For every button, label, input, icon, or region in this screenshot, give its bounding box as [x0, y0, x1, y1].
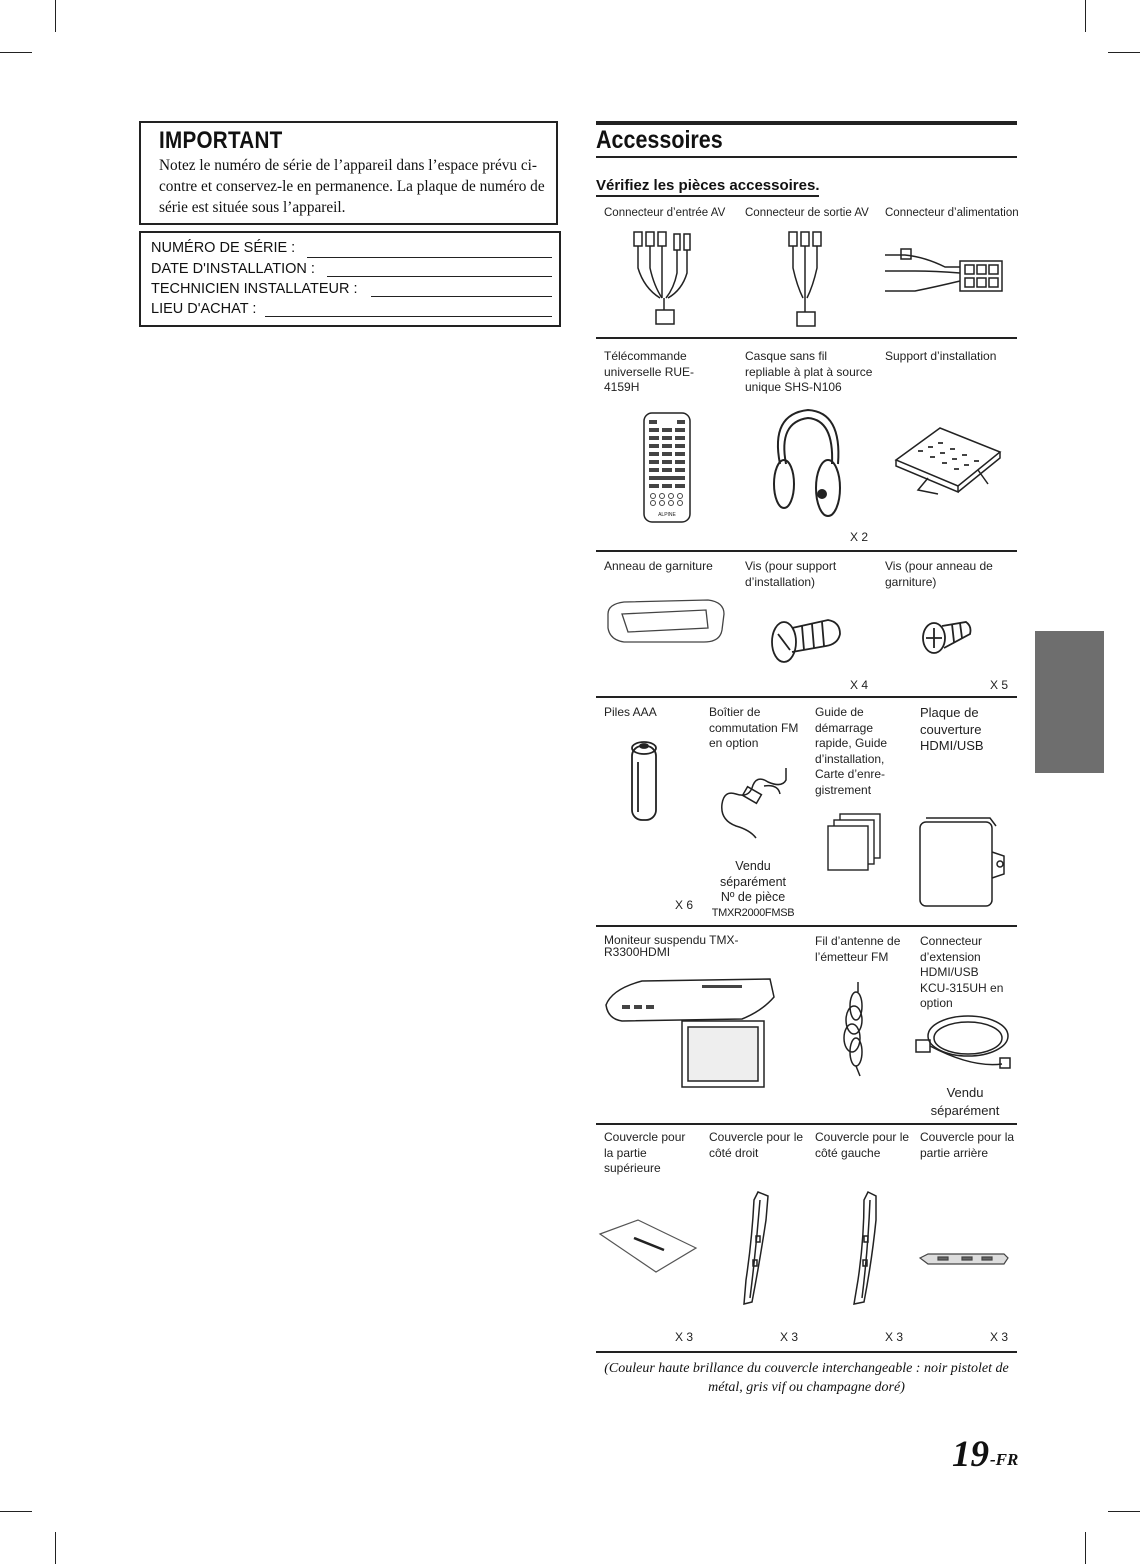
important-text: Notez le numéro de série de l’appareil dans l’espace prévu ci-contre et conservez-le en permanence. La plaque de numéro de série est située sous l’appareil. — [159, 157, 545, 216]
monitor-illustration — [602, 975, 778, 1089]
serial-label: NUMÉRO DE SÉRIE : — [151, 240, 296, 256]
fm-sold-separately: Vendu séparément — [719, 859, 786, 889]
cover-left-illustration — [846, 1190, 886, 1308]
label-cover-right: Couvercle pour le côté droit — [709, 1130, 804, 1160]
batteries-quantity: X 6 — [675, 898, 694, 912]
important-box — [139, 121, 558, 225]
label-cover-rear: Couvercle pour la partie arrière — [920, 1130, 1015, 1160]
av-out-connector-illustration — [783, 228, 833, 328]
label-headphones: Casque sans fil repliable à plat à source unique SHS-N106 — [745, 349, 873, 394]
chapter-tab — [1035, 631, 1104, 773]
label-screw-ring: Vis (pour anneau de garniture) — [885, 559, 993, 589]
crop-mark — [1108, 52, 1140, 53]
crop-mark — [1085, 1532, 1086, 1564]
cover-left-quantity: X 3 — [885, 1330, 904, 1344]
battery-illustration — [626, 738, 662, 824]
extension-cable-illustration — [912, 1010, 1012, 1074]
ring-screw-quantity: X 5 — [990, 678, 1009, 692]
crop-mark — [0, 1511, 32, 1512]
row-separator — [596, 1351, 1017, 1353]
fm-box-illustration — [716, 764, 800, 844]
bracket-illustration — [888, 424, 1006, 496]
cover-top-quantity: X 3 — [675, 1330, 694, 1344]
cover-plate-illustration — [914, 812, 1010, 914]
label-cover-left: Couvercle pour le côté gauche — [815, 1130, 910, 1160]
technician-label: TECHNICIEN INSTALLATEUR : — [151, 281, 358, 297]
cover-top-illustration — [598, 1218, 698, 1274]
remote-control-illustration — [643, 412, 693, 524]
label-cover-plate: Plaque de couverture HDMI/USB — [920, 705, 984, 753]
page-number: 19 — [952, 1434, 989, 1475]
row-separator — [596, 550, 1017, 552]
section-rule — [596, 156, 1017, 158]
remote-brand: ALPINE — [658, 512, 676, 518]
power-connector-illustration — [885, 243, 1010, 298]
row-separator — [596, 337, 1017, 339]
crop-mark — [1085, 0, 1086, 32]
row-separator — [596, 925, 1017, 927]
cover-rear-quantity: X 3 — [990, 1330, 1009, 1344]
label-antenna: Fil d’antenne de l’émetteur FM — [815, 934, 901, 964]
label-power: Connecteur d’alimentation — [885, 207, 1019, 219]
accessories-title: Accessoires — [596, 126, 723, 154]
bracket-screw-quantity: X 4 — [850, 678, 869, 692]
install-date-label: DATE D'INSTALLATION : — [151, 261, 315, 277]
cover-rear-illustration — [918, 1250, 1010, 1268]
technician-field[interactable] — [371, 296, 552, 297]
antenna-illustration — [830, 980, 880, 1078]
cover-right-illustration — [738, 1190, 778, 1308]
headphones-illustration — [760, 404, 850, 522]
extension-sold-separately: Vendu séparément — [930, 1085, 1000, 1118]
label-screw-bracket: Vis (pour support d’installation) — [745, 559, 837, 589]
cover-right-quantity: X 3 — [780, 1330, 799, 1344]
ring-screw-illustration — [920, 614, 974, 656]
bracket-screw-illustration — [768, 612, 844, 664]
crop-mark — [55, 1532, 56, 1564]
headphones-quantity: X 2 — [850, 530, 869, 544]
label-extension: Connecteur d’extension HDMI/USB KCU-315UH en option — [920, 934, 1004, 1010]
trim-ring-illustration — [604, 596, 728, 646]
crop-mark — [55, 0, 56, 32]
label-guides: Guide de démarrage rapide, Guide d’installation, Carte d’enre-gistrement — [815, 705, 888, 797]
row-separator — [596, 696, 1017, 698]
purchase-place-field[interactable] — [265, 316, 552, 317]
page-suffix: -FR — [990, 1450, 1019, 1469]
label-bracket: Support d’installation — [885, 349, 997, 363]
crop-mark — [0, 52, 32, 53]
label-monitor: Moniteur suspendu TMX-R3300HDMI — [604, 933, 739, 959]
important-title: IMPORTANT — [159, 127, 283, 154]
label-av-in: Connecteur d’entrée AV — [604, 207, 726, 219]
fm-part-number: TMXR2000FMSB — [711, 907, 795, 919]
purchase-place-label: LIEU D'ACHAT : — [151, 301, 257, 317]
label-av-out: Connecteur de sortie AV — [745, 207, 869, 219]
row-separator — [596, 1123, 1017, 1125]
serial-field[interactable] — [307, 257, 552, 258]
av-in-connector-illustration — [630, 228, 700, 328]
label-remote: Télécommande universelle RUE-4159H — [604, 349, 695, 394]
label-cover-top: Couvercle pour la partie supérieure — [604, 1130, 686, 1175]
fm-part-label: Nº de pièce — [720, 890, 786, 904]
crop-mark — [1108, 1511, 1140, 1512]
label-fm-box: Boîtier de commutation FM en option — [709, 705, 799, 750]
section-rule — [596, 121, 1017, 125]
accessories-subtitle: Vérifiez les pièces accessoires. — [596, 177, 819, 197]
install-date-field[interactable] — [327, 276, 552, 277]
label-batteries: Piles AAA — [604, 705, 657, 719]
color-footnote: (Couleur haute brillance du couvercle interchangeable : noir pistolet de métal, gris vif ou champagne doré) — [604, 1361, 1009, 1395]
label-trim-ring: Anneau de garniture — [604, 559, 713, 573]
guides-illustration — [826, 812, 888, 874]
record-box — [139, 231, 561, 327]
